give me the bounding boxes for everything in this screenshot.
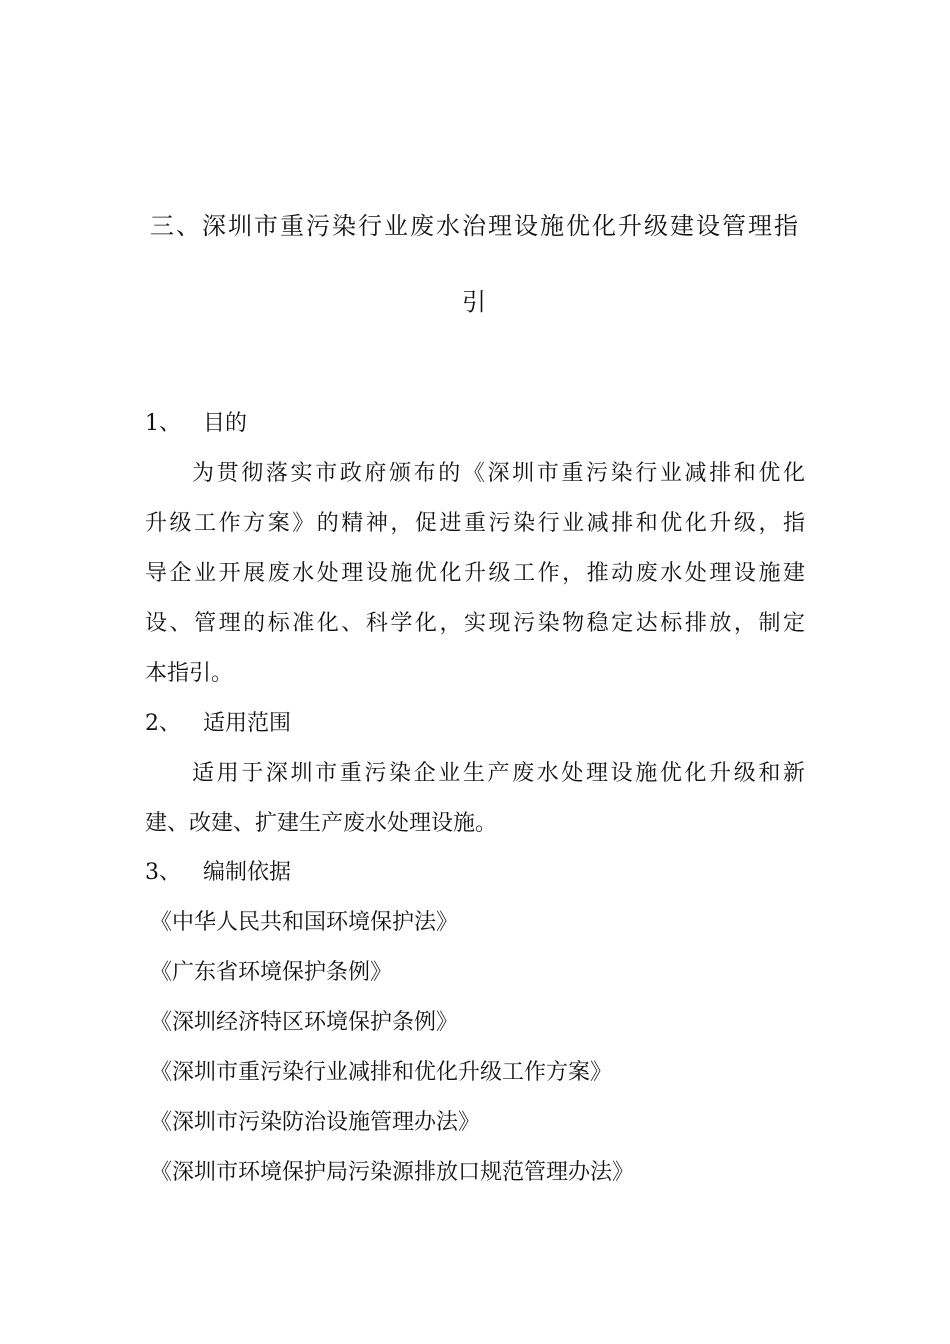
section-number: 1、: [145, 411, 181, 436]
document-title-line-1: 三、深圳市重污染行业废水治理设施优化升级建设管理指: [150, 212, 800, 240]
reference-item: 《中华人民共和国环境保护法》: [150, 910, 459, 935]
document-title-line-2: 引: [462, 288, 488, 316]
paragraph-line: 建、改建、扩建生产废水处理设施。: [145, 811, 498, 836]
section-title: 适用范围: [203, 711, 292, 736]
section-title: 编制依据: [203, 860, 292, 885]
paragraph-line: 为贯彻落实市政府颁布的《深圳市重污染行业减排和优化: [192, 461, 805, 486]
paragraph-line: 升级工作方案》的精神，促进重污染行业减排和优化升级，指: [145, 511, 805, 536]
section-3-heading: [145, 858, 291, 888]
paragraph-line: 导企业开展废水处理设施优化升级工作，推动废水处理设施建: [145, 561, 805, 586]
section-1-heading: [145, 409, 247, 439]
paragraph-line: 适用于深圳市重污染企业生产废水处理设施优化升级和新: [192, 761, 805, 786]
reference-item: 《深圳市污染防治设施管理办法》: [150, 1110, 481, 1135]
paragraph-line: 设、管理的标准化、科学化，实现污染物稳定达标排放，制定: [145, 611, 805, 636]
paragraph-line: 本指引。: [145, 661, 234, 686]
reference-item: 《深圳市重污染行业减排和优化升级工作方案》: [150, 1060, 613, 1085]
reference-item: 《广东省环境保护条例》: [150, 960, 393, 985]
section-title: 目的: [203, 411, 248, 436]
section-number: 2、: [145, 711, 181, 736]
reference-item: 《深圳市环境保护局污染源排放口规范管理办法》: [150, 1160, 635, 1185]
reference-item: 《深圳经济特区环境保护条例》: [150, 1010, 459, 1035]
section-number: 3、: [145, 860, 181, 885]
section-2-heading: [145, 709, 291, 739]
